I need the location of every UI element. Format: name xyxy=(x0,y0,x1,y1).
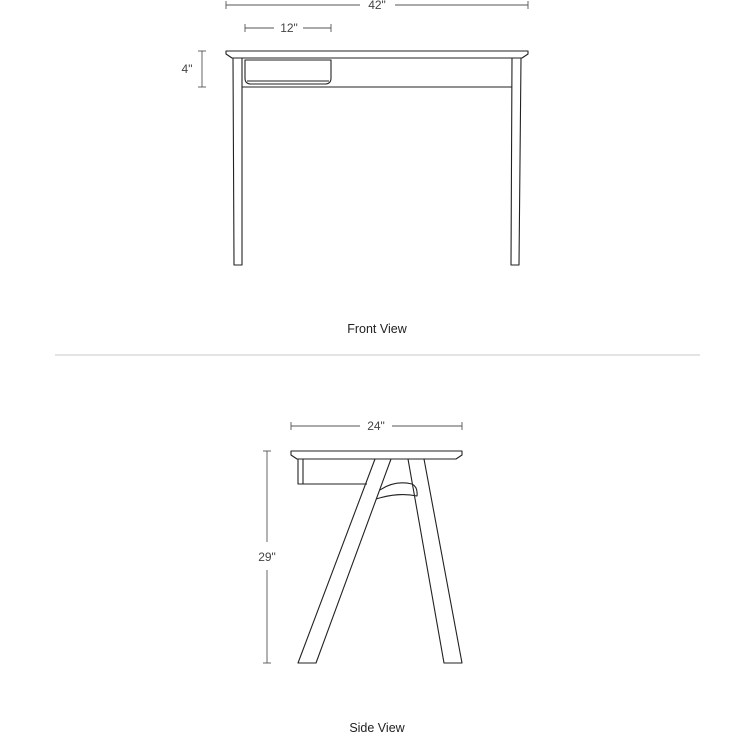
drawer-width-dimension xyxy=(245,21,331,35)
side-height-dimension xyxy=(258,451,276,663)
leg-right xyxy=(511,58,521,265)
apron-height-label: 4" xyxy=(181,62,193,76)
leg-left xyxy=(233,58,242,265)
side-height-label: 29" xyxy=(258,550,276,564)
front-leg xyxy=(298,459,391,663)
front-view-caption: Front View xyxy=(347,322,407,336)
front-width-dimension xyxy=(226,0,528,12)
side-tabletop xyxy=(291,451,462,459)
front-width-label: 42" xyxy=(368,0,386,12)
drawer-width-label: 12" xyxy=(280,21,298,35)
side-drawer-box xyxy=(298,459,367,484)
side-view xyxy=(258,419,462,735)
desk-front-drawing xyxy=(226,51,528,265)
side-depth-dimension xyxy=(291,419,462,433)
side-view-caption: Side View xyxy=(349,721,405,735)
tabletop xyxy=(226,51,528,58)
drawer-front xyxy=(245,60,331,84)
apron-height-dimension xyxy=(182,51,206,87)
desk-side-drawing xyxy=(291,451,462,663)
front-view xyxy=(182,0,528,336)
side-runner xyxy=(376,483,417,499)
side-depth-label: 24" xyxy=(367,419,385,433)
